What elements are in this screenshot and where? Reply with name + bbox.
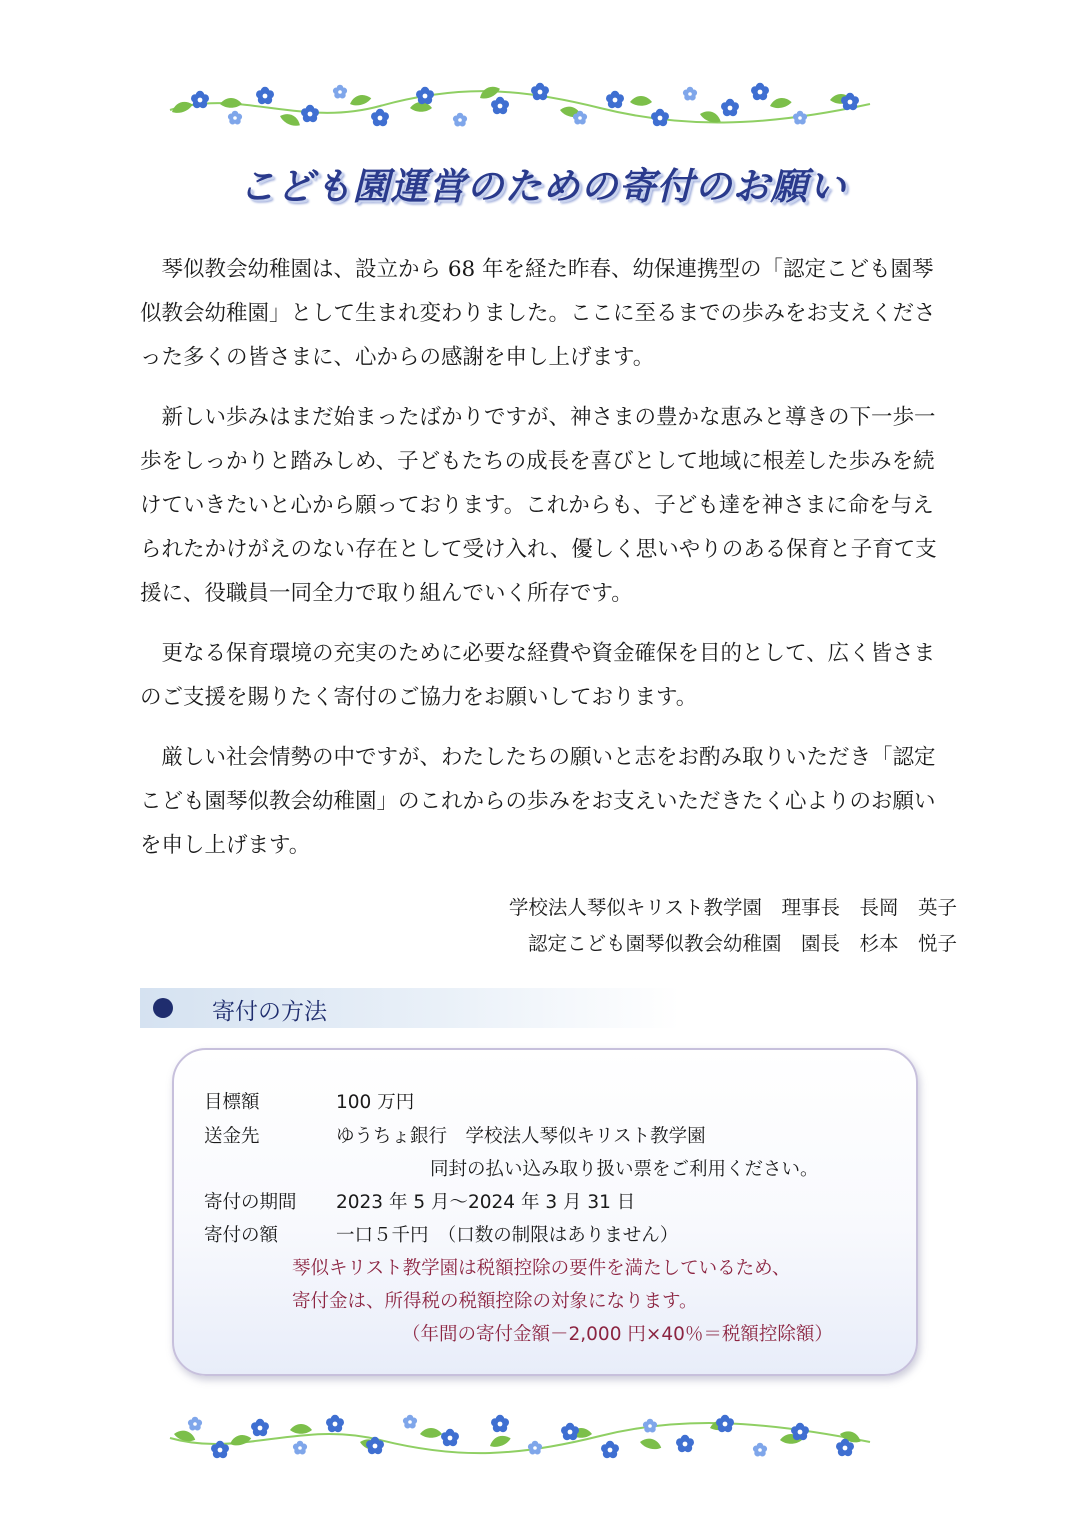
paragraph-1: 琴似教会幼稚園は、設立から 68 年を経た昨春、幼保連携型の「認定こども園琴似教会幼稚園」として生まれ変わりました。ここに至るまでの歩みをお支えくださった多くの皆さまに、心からの感謝を申し上げます。 <box>140 257 936 370</box>
donation-info-box <box>172 1048 918 1376</box>
tax-note-1: 琴似キリスト教学園は税額控除の要件を満たしているため、 <box>292 1258 791 1279</box>
remit-note: 同封の払い込み取り扱い票をご利用ください。 <box>430 1159 819 1180</box>
tax-formula: （年間の寄付金額－2,000 円×40％＝税額控除額） <box>402 1324 833 1345</box>
bullet-icon <box>153 998 173 1018</box>
amount-label: 寄付の額 <box>204 1225 279 1246</box>
flower-garland-top <box>160 78 880 134</box>
paragraph-2: 新しい歩みはまだ始まったばかりですが、神さまの豊かな恵みと導きの下一歩一歩をしっかりと踏みしめ、子どもたちの成長を喜びとして地域に根差した歩みを続けていきたいと心から願っております。これからも、子ども達を神さまに命を与えられたかけがえのない存在として受け入れ、優しく思いやりのある保育と子育て支援に、役職員一同全力で取り組んでいく所存です。 <box>140 405 937 606</box>
section-header <box>140 988 680 1028</box>
flower-garland-bottom <box>160 1408 880 1464</box>
target-label: 目標額 <box>204 1092 260 1113</box>
target-value: 100 万円 <box>336 1092 415 1113</box>
signature-chairman: 学校法人琴似キリスト教学園 理事長 長岡 英子 <box>508 896 957 919</box>
amount-value: 一口５千円 （口数の制限はありません） <box>336 1225 679 1246</box>
period-value: 2023 年 5 月～2024 年 3 月 31 日 <box>336 1192 636 1213</box>
remit-label: 送金先 <box>204 1126 260 1147</box>
remit-value: ゆうちょ銀行 学校法人琴似キリスト教学園 <box>336 1126 706 1147</box>
period-label: 寄付の期間 <box>204 1192 297 1213</box>
body-text <box>140 248 950 884</box>
signature-principal: 認定こども園琴似教会幼稚園 園長 杉本 悦子 <box>527 932 957 955</box>
tax-note-2: 寄付金は、所得税の税額控除の対象になります。 <box>292 1291 698 1312</box>
page-title: こども園運営のための寄付のお願い <box>238 165 847 208</box>
paragraph-4: 厳しい社会情勢の中ですが、わたしたちの願いと志をお酌み取りいただき「認定こども園琴似教会幼稚園」のこれからの歩みをお支えいただきたく心よりのお願いを申し上げます。 <box>140 745 936 858</box>
signature-block <box>509 890 957 962</box>
section-title: 寄付の方法 <box>212 999 327 1025</box>
paragraph-3: 更なる保育環境の充実のために必要な経費や資金確保を目的として、広く皆さまのご支援を賜りたく寄付のご協力をお願いしております。 <box>140 641 936 710</box>
